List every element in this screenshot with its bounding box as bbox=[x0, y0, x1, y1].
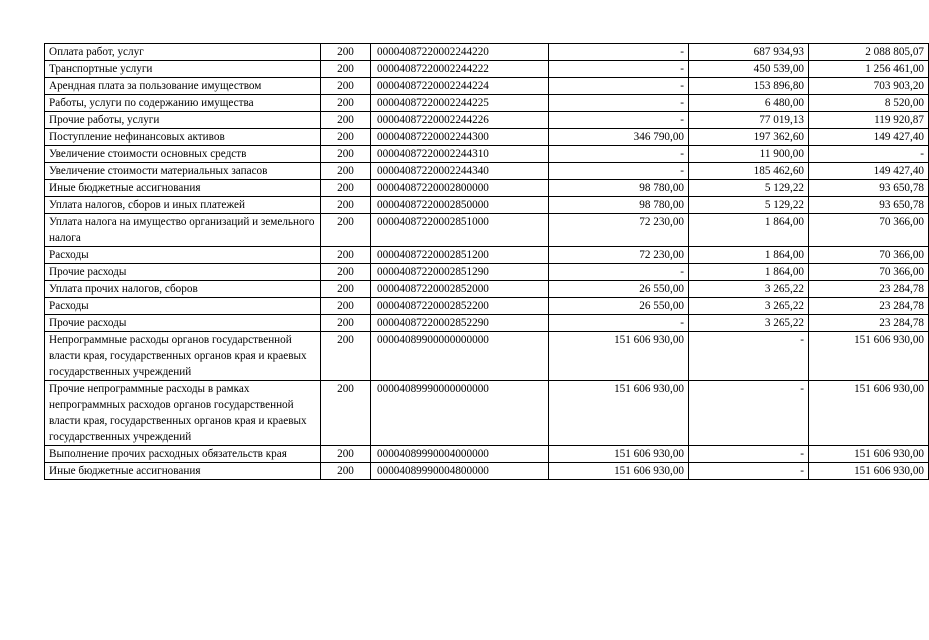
row-executed: 11 900,00 bbox=[689, 146, 809, 163]
table-row bbox=[45, 146, 929, 163]
row-remaining: 8 520,00 bbox=[809, 95, 929, 112]
row-name: Иные бюджетные ассигнования bbox=[45, 180, 321, 197]
table-row bbox=[45, 332, 929, 381]
row-approved: 151 606 930,00 bbox=[549, 332, 689, 381]
row-remaining: 93 650,78 bbox=[809, 180, 929, 197]
row-budget-code: 00004087220002244220 bbox=[371, 44, 549, 61]
table-row bbox=[45, 315, 929, 332]
row-remaining: 70 366,00 bbox=[809, 214, 929, 247]
row-budget-code: 00004087220002244222 bbox=[371, 61, 549, 78]
table-row bbox=[45, 281, 929, 298]
row-budget-code: 00004087220002244300 bbox=[371, 129, 549, 146]
row-name: Прочие работы, услуги bbox=[45, 112, 321, 129]
row-approved: 98 780,00 bbox=[549, 197, 689, 214]
row-code: 200 bbox=[321, 298, 371, 315]
row-name: Арендная плата за пользование имуществом bbox=[45, 78, 321, 95]
row-code: 200 bbox=[321, 44, 371, 61]
row-code: 200 bbox=[321, 197, 371, 214]
row-code: 200 bbox=[321, 180, 371, 197]
row-budget-code: 00004087220002851290 bbox=[371, 264, 549, 281]
row-executed: - bbox=[689, 332, 809, 381]
table-row bbox=[45, 78, 929, 95]
row-name: Прочие непрограммные расходы в рамках непрограммных расходов органов государственной власти края, государственных органов края и краевых государственных учреждений bbox=[45, 381, 321, 446]
row-budget-code: 00004089990004000000 bbox=[371, 446, 549, 463]
row-approved: - bbox=[549, 61, 689, 78]
row-budget-code: 00004087220002244225 bbox=[371, 95, 549, 112]
row-code: 200 bbox=[321, 264, 371, 281]
row-budget-code: 00004087220002852290 bbox=[371, 315, 549, 332]
row-remaining: 703 903,20 bbox=[809, 78, 929, 95]
table-row bbox=[45, 381, 929, 446]
row-budget-code: 00004087220002244340 bbox=[371, 163, 549, 180]
table-row bbox=[45, 129, 929, 146]
row-remaining: 70 366,00 bbox=[809, 247, 929, 264]
row-name: Расходы bbox=[45, 298, 321, 315]
row-remaining: - bbox=[809, 146, 929, 163]
row-remaining: 151 606 930,00 bbox=[809, 381, 929, 446]
row-approved: 151 606 930,00 bbox=[549, 381, 689, 446]
row-executed: 687 934,93 bbox=[689, 44, 809, 61]
row-remaining: 2 088 805,07 bbox=[809, 44, 929, 61]
row-name: Работы, услуги по содержанию имущества bbox=[45, 95, 321, 112]
row-code: 200 bbox=[321, 61, 371, 78]
row-remaining: 151 606 930,00 bbox=[809, 332, 929, 381]
row-approved: - bbox=[549, 44, 689, 61]
row-executed: - bbox=[689, 446, 809, 463]
row-approved: 151 606 930,00 bbox=[549, 463, 689, 480]
row-budget-code: 00004087220002851000 bbox=[371, 214, 549, 247]
row-code: 200 bbox=[321, 446, 371, 463]
row-executed: 153 896,80 bbox=[689, 78, 809, 95]
table-row bbox=[45, 463, 929, 480]
row-name: Прочие расходы bbox=[45, 315, 321, 332]
row-name: Поступление нефинансовых активов bbox=[45, 129, 321, 146]
row-approved: 72 230,00 bbox=[549, 214, 689, 247]
row-code: 200 bbox=[321, 146, 371, 163]
row-executed: 6 480,00 bbox=[689, 95, 809, 112]
row-code: 200 bbox=[321, 247, 371, 264]
row-remaining: 151 606 930,00 bbox=[809, 446, 929, 463]
row-code: 200 bbox=[321, 129, 371, 146]
row-executed: - bbox=[689, 463, 809, 480]
table-row bbox=[45, 180, 929, 197]
row-remaining: 70 366,00 bbox=[809, 264, 929, 281]
row-executed: 1 864,00 bbox=[689, 264, 809, 281]
row-approved: 26 550,00 bbox=[549, 281, 689, 298]
row-name: Прочие расходы bbox=[45, 264, 321, 281]
row-budget-code: 00004087220002850000 bbox=[371, 197, 549, 214]
row-code: 200 bbox=[321, 332, 371, 381]
row-code: 200 bbox=[321, 95, 371, 112]
row-remaining: 23 284,78 bbox=[809, 281, 929, 298]
row-approved: 72 230,00 bbox=[549, 247, 689, 264]
row-executed: - bbox=[689, 381, 809, 446]
row-executed: 3 265,22 bbox=[689, 315, 809, 332]
row-name: Выполнение прочих расходных обязательств края bbox=[45, 446, 321, 463]
row-approved: - bbox=[549, 163, 689, 180]
row-executed: 5 129,22 bbox=[689, 197, 809, 214]
row-remaining: 23 284,78 bbox=[809, 298, 929, 315]
row-name: Увеличение стоимости основных средств bbox=[45, 146, 321, 163]
row-code: 200 bbox=[321, 315, 371, 332]
row-executed: 450 539,00 bbox=[689, 61, 809, 78]
row-remaining: 93 650,78 bbox=[809, 197, 929, 214]
row-code: 200 bbox=[321, 281, 371, 298]
row-code: 200 bbox=[321, 214, 371, 247]
row-name: Увеличение стоимости материальных запасов bbox=[45, 163, 321, 180]
table-row bbox=[45, 214, 929, 247]
row-code: 200 bbox=[321, 463, 371, 480]
row-remaining: 119 920,87 bbox=[809, 112, 929, 129]
row-budget-code: 00004089900000000000 bbox=[371, 332, 549, 381]
row-code: 200 bbox=[321, 112, 371, 129]
row-approved: - bbox=[549, 315, 689, 332]
row-budget-code: 00004087220002244310 bbox=[371, 146, 549, 163]
row-executed: 3 265,22 bbox=[689, 281, 809, 298]
table-row bbox=[45, 44, 929, 61]
row-remaining: 1 256 461,00 bbox=[809, 61, 929, 78]
row-remaining: 23 284,78 bbox=[809, 315, 929, 332]
table-row bbox=[45, 112, 929, 129]
table-row bbox=[45, 247, 929, 264]
row-approved: - bbox=[549, 146, 689, 163]
table-row bbox=[45, 61, 929, 78]
row-name: Непрограммные расходы органов государственной власти края, государственных органов края и краевых государственных учреждений bbox=[45, 332, 321, 381]
row-remaining: 149 427,40 bbox=[809, 129, 929, 146]
row-name: Расходы bbox=[45, 247, 321, 264]
row-approved: 98 780,00 bbox=[549, 180, 689, 197]
row-budget-code: 00004089990000000000 bbox=[371, 381, 549, 446]
row-code: 200 bbox=[321, 78, 371, 95]
row-remaining: 151 606 930,00 bbox=[809, 463, 929, 480]
row-name: Оплата работ, услуг bbox=[45, 44, 321, 61]
row-budget-code: 00004089990004800000 bbox=[371, 463, 549, 480]
row-budget-code: 00004087220002244226 bbox=[371, 112, 549, 129]
row-remaining: 149 427,40 bbox=[809, 163, 929, 180]
row-approved: 151 606 930,00 bbox=[549, 446, 689, 463]
row-name: Иные бюджетные ассигнования bbox=[45, 463, 321, 480]
row-budget-code: 00004087220002852200 bbox=[371, 298, 549, 315]
budget-execution-table bbox=[44, 43, 929, 480]
row-approved: - bbox=[549, 95, 689, 112]
row-executed: 197 362,60 bbox=[689, 129, 809, 146]
table-row bbox=[45, 95, 929, 112]
row-approved: 346 790,00 bbox=[549, 129, 689, 146]
table-row bbox=[45, 197, 929, 214]
row-budget-code: 00004087220002851200 bbox=[371, 247, 549, 264]
table-row bbox=[45, 264, 929, 281]
table-row bbox=[45, 163, 929, 180]
row-executed: 77 019,13 bbox=[689, 112, 809, 129]
row-executed: 185 462,60 bbox=[689, 163, 809, 180]
row-approved: - bbox=[549, 112, 689, 129]
row-code: 200 bbox=[321, 163, 371, 180]
row-code: 200 bbox=[321, 381, 371, 446]
row-name: Уплата налогов, сборов и иных платежей bbox=[45, 197, 321, 214]
row-approved: 26 550,00 bbox=[549, 298, 689, 315]
row-budget-code: 00004087220002244224 bbox=[371, 78, 549, 95]
table-row bbox=[45, 298, 929, 315]
row-budget-code: 00004087220002852000 bbox=[371, 281, 549, 298]
row-executed: 5 129,22 bbox=[689, 180, 809, 197]
table-row bbox=[45, 446, 929, 463]
row-approved: - bbox=[549, 264, 689, 281]
row-budget-code: 00004087220002800000 bbox=[371, 180, 549, 197]
row-name: Уплата налога на имущество организаций и земельного налога bbox=[45, 214, 321, 247]
row-executed: 1 864,00 bbox=[689, 247, 809, 264]
row-approved: - bbox=[549, 78, 689, 95]
table-body bbox=[45, 44, 929, 480]
row-name: Уплата прочих налогов, сборов bbox=[45, 281, 321, 298]
row-executed: 3 265,22 bbox=[689, 298, 809, 315]
row-name: Транспортные услуги bbox=[45, 61, 321, 78]
row-executed: 1 864,00 bbox=[689, 214, 809, 247]
